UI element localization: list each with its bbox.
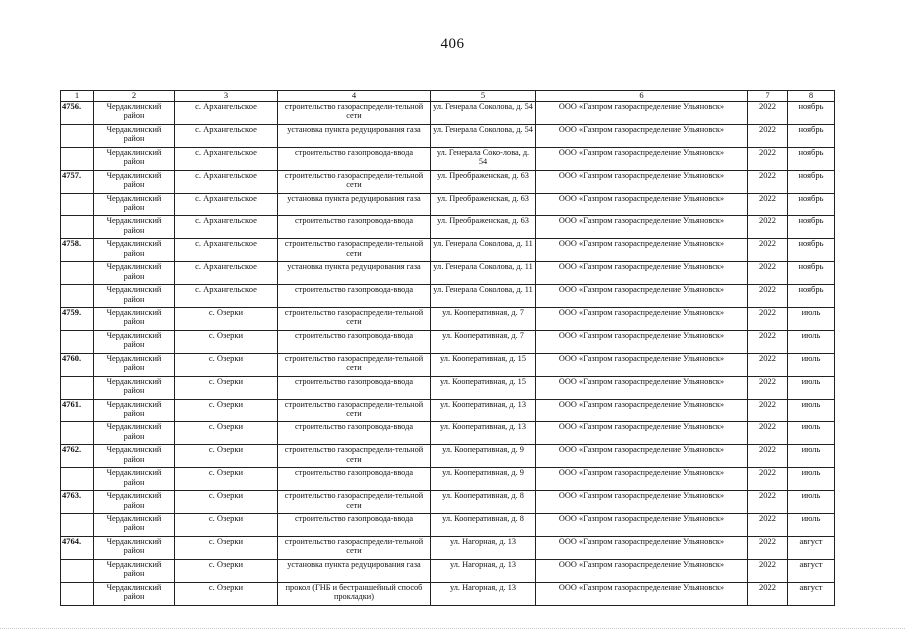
work-type-cell: прокол (ГНБ и бестраншейный способ прокладки)	[278, 582, 431, 605]
work-type-cell: строительство газораспредели-тельной сети	[278, 491, 431, 514]
month-cell: август	[788, 559, 835, 582]
work-type-cell: строительство газопровода-ввода	[278, 422, 431, 445]
locality-cell: с. Архангельское	[175, 170, 278, 193]
year-cell: 2022	[748, 147, 788, 170]
month-cell: ноябрь	[788, 147, 835, 170]
address-cell: ул. Кооперативная, д. 7	[431, 308, 536, 331]
column-header: 5	[431, 91, 536, 102]
address-cell: ул. Кооперативная, д. 15	[431, 376, 536, 399]
row-number	[61, 285, 94, 308]
district-cell: Чердаклинский район	[94, 582, 175, 605]
address-cell: ул. Кооперативная, д. 9	[431, 445, 536, 468]
row-number: 4758.	[61, 239, 94, 262]
year-cell: 2022	[748, 262, 788, 285]
table-row	[61, 445, 835, 468]
district-cell: Чердаклинский район	[94, 422, 175, 445]
row-number: 4757.	[61, 170, 94, 193]
year-cell: 2022	[748, 353, 788, 376]
district-cell: Чердаклинский район	[94, 262, 175, 285]
locality-cell: с. Озерки	[175, 422, 278, 445]
locality-cell: с. Архангельское	[175, 124, 278, 147]
month-cell: июль	[788, 353, 835, 376]
district-cell: Чердаклинский район	[94, 216, 175, 239]
locality-cell: с. Озерки	[175, 308, 278, 331]
organization-cell: ООО «Газпром газораспределение Ульяновск»	[536, 330, 748, 353]
row-number	[61, 147, 94, 170]
organization-cell: ООО «Газпром газораспределение Ульяновск»	[536, 468, 748, 491]
table-row	[61, 285, 835, 308]
locality-cell: с. Озерки	[175, 330, 278, 353]
month-cell: ноябрь	[788, 216, 835, 239]
table-row	[61, 399, 835, 422]
table-row	[61, 353, 835, 376]
address-cell: ул. Нагорная, д. 13	[431, 536, 536, 559]
year-cell: 2022	[748, 193, 788, 216]
year-cell: 2022	[748, 330, 788, 353]
month-cell: июль	[788, 491, 835, 514]
work-type-cell: строительство газораспредели-тельной сети	[278, 239, 431, 262]
organization-cell: ООО «Газпром газораспределение Ульяновск»	[536, 376, 748, 399]
month-cell: ноябрь	[788, 170, 835, 193]
column-header: 6	[536, 91, 748, 102]
locality-cell: с. Озерки	[175, 399, 278, 422]
table-row	[61, 536, 835, 559]
table-row	[61, 216, 835, 239]
month-cell: ноябрь	[788, 285, 835, 308]
district-cell: Чердаклинский район	[94, 170, 175, 193]
year-cell: 2022	[748, 445, 788, 468]
district-cell: Чердаклинский район	[94, 124, 175, 147]
row-number: 4761.	[61, 399, 94, 422]
address-cell: ул. Кооперативная, д. 13	[431, 399, 536, 422]
locality-cell: с. Озерки	[175, 559, 278, 582]
address-cell: ул. Кооперативная, д. 7	[431, 330, 536, 353]
row-number	[61, 582, 94, 605]
page-number: 406	[440, 36, 465, 52]
work-type-cell: строительство газопровода-ввода	[278, 285, 431, 308]
table-row	[61, 193, 835, 216]
table-row	[61, 147, 835, 170]
year-cell: 2022	[748, 399, 788, 422]
column-header: 2	[94, 91, 175, 102]
locality-cell: с. Архангельское	[175, 147, 278, 170]
address-cell: ул. Нагорная, д. 13	[431, 582, 536, 605]
month-cell: август	[788, 536, 835, 559]
address-cell: ул. Кооперативная, д. 8	[431, 491, 536, 514]
address-cell: ул. Генерала Соколова, д. 54	[431, 124, 536, 147]
organization-cell: ООО «Газпром газораспределение Ульяновск»	[536, 445, 748, 468]
year-cell: 2022	[748, 124, 788, 147]
row-number	[61, 124, 94, 147]
year-cell: 2022	[748, 559, 788, 582]
year-cell: 2022	[748, 491, 788, 514]
year-cell: 2022	[748, 216, 788, 239]
locality-cell: с. Озерки	[175, 514, 278, 537]
row-number	[61, 216, 94, 239]
year-cell: 2022	[748, 285, 788, 308]
locality-cell: с. Озерки	[175, 491, 278, 514]
table-row	[61, 330, 835, 353]
table-body	[61, 102, 835, 606]
address-cell: ул. Кооперативная, д. 9	[431, 468, 536, 491]
address-cell: ул. Кооперативная, д. 15	[431, 353, 536, 376]
district-cell: Чердаклинский район	[94, 559, 175, 582]
organization-cell: ООО «Газпром газораспределение Ульяновск»	[536, 308, 748, 331]
row-number	[61, 193, 94, 216]
work-type-cell: строительство газопровода-ввода	[278, 147, 431, 170]
district-cell: Чердаклинский район	[94, 468, 175, 491]
table-row	[61, 239, 835, 262]
locality-cell: с. Озерки	[175, 468, 278, 491]
table-row	[61, 491, 835, 514]
year-cell: 2022	[748, 422, 788, 445]
organization-cell: ООО «Газпром газораспределение Ульяновск»	[536, 239, 748, 262]
district-cell: Чердаклинский район	[94, 330, 175, 353]
district-cell: Чердаклинский район	[94, 147, 175, 170]
address-cell: ул. Кооперативная, д. 8	[431, 514, 536, 537]
work-type-cell: строительство газопровода-ввода	[278, 330, 431, 353]
month-cell: июль	[788, 445, 835, 468]
organization-cell: ООО «Газпром газораспределение Ульяновск»	[536, 536, 748, 559]
district-cell: Чердаклинский район	[94, 308, 175, 331]
district-cell: Чердаклинский район	[94, 445, 175, 468]
address-cell: ул. Преображенская, д. 63	[431, 216, 536, 239]
month-cell: июль	[788, 422, 835, 445]
year-cell: 2022	[748, 102, 788, 125]
work-type-cell: строительство газораспредели-тельной сети	[278, 102, 431, 125]
organization-cell: ООО «Газпром газораспределение Ульяновск»	[536, 124, 748, 147]
address-cell: ул. Кооперативная, д. 13	[431, 422, 536, 445]
row-number	[61, 262, 94, 285]
row-number	[61, 468, 94, 491]
locality-cell: с. Озерки	[175, 376, 278, 399]
district-cell: Чердаклинский район	[94, 514, 175, 537]
organization-cell: ООО «Газпром газораспределение Ульяновск»	[536, 147, 748, 170]
table-row	[61, 582, 835, 605]
organization-cell: ООО «Газпром газораспределение Ульяновск»	[536, 491, 748, 514]
work-type-cell: строительство газораспредели-тельной сети	[278, 399, 431, 422]
work-type-cell: строительство газопровода-ввода	[278, 216, 431, 239]
locality-cell: с. Озерки	[175, 536, 278, 559]
district-cell: Чердаклинский район	[94, 285, 175, 308]
locality-cell: с. Архангельское	[175, 285, 278, 308]
year-cell: 2022	[748, 170, 788, 193]
work-type-cell: установка пункта редуцирования газа	[278, 559, 431, 582]
address-cell: ул. Генерала Соколова, д. 11	[431, 285, 536, 308]
work-type-cell: строительство газораспредели-тельной сети	[278, 170, 431, 193]
organization-cell: ООО «Газпром газораспределение Ульяновск»	[536, 216, 748, 239]
row-number	[61, 514, 94, 537]
month-cell: июль	[788, 376, 835, 399]
table-row	[61, 468, 835, 491]
table-row	[61, 308, 835, 331]
work-type-cell: строительство газораспредели-тельной сети	[278, 308, 431, 331]
locality-cell: с. Архангельское	[175, 216, 278, 239]
table-row	[61, 124, 835, 147]
work-type-cell: строительство газораспредели-тельной сети	[278, 445, 431, 468]
scan-artifact-line	[0, 628, 905, 630]
month-cell: июль	[788, 468, 835, 491]
locality-cell: с. Архангельское	[175, 193, 278, 216]
year-cell: 2022	[748, 514, 788, 537]
locality-cell: с. Архангельское	[175, 102, 278, 125]
table-row	[61, 102, 835, 125]
district-cell: Чердаклинский район	[94, 193, 175, 216]
registry-table	[60, 90, 835, 606]
work-type-cell: строительство газораспредели-тельной сети	[278, 536, 431, 559]
work-type-cell: строительство газораспредели-тельной сети	[278, 353, 431, 376]
district-cell: Чердаклинский район	[94, 491, 175, 514]
row-number	[61, 422, 94, 445]
column-header: 3	[175, 91, 278, 102]
year-cell: 2022	[748, 582, 788, 605]
organization-cell: ООО «Газпром газораспределение Ульяновск»	[536, 399, 748, 422]
table-row	[61, 514, 835, 537]
organization-cell: ООО «Газпром газораспределение Ульяновск»	[536, 559, 748, 582]
month-cell: июль	[788, 514, 835, 537]
work-type-cell: строительство газопровода-ввода	[278, 376, 431, 399]
column-header: 7	[748, 91, 788, 102]
row-number	[61, 559, 94, 582]
district-cell: Чердаклинский район	[94, 399, 175, 422]
month-cell: июль	[788, 308, 835, 331]
address-cell: ул. Преображенская, д. 63	[431, 193, 536, 216]
month-cell: август	[788, 582, 835, 605]
column-header: 8	[788, 91, 835, 102]
locality-cell: с. Озерки	[175, 445, 278, 468]
year-cell: 2022	[748, 239, 788, 262]
district-cell: Чердаклинский район	[94, 102, 175, 125]
locality-cell: с. Озерки	[175, 353, 278, 376]
year-cell: 2022	[748, 468, 788, 491]
year-cell: 2022	[748, 308, 788, 331]
address-cell: ул. Преображенская, д. 63	[431, 170, 536, 193]
header-row	[61, 91, 835, 102]
month-cell: июль	[788, 330, 835, 353]
month-cell: ноябрь	[788, 102, 835, 125]
table-row	[61, 559, 835, 582]
row-number: 4759.	[61, 308, 94, 331]
organization-cell: ООО «Газпром газораспределение Ульяновск»	[536, 262, 748, 285]
month-cell: ноябрь	[788, 239, 835, 262]
district-cell: Чердаклинский район	[94, 353, 175, 376]
table-row	[61, 262, 835, 285]
address-cell: ул. Генерала Соколова, д. 11	[431, 239, 536, 262]
year-cell: 2022	[748, 536, 788, 559]
address-cell: ул. Генерала Соколова, д. 54	[431, 102, 536, 125]
month-cell: ноябрь	[788, 124, 835, 147]
organization-cell: ООО «Газпром газораспределение Ульяновск»	[536, 285, 748, 308]
organization-cell: ООО «Газпром газораспределение Ульяновск»	[536, 582, 748, 605]
month-cell: ноябрь	[788, 193, 835, 216]
address-cell: ул. Генерала Соколова, д. 11	[431, 262, 536, 285]
organization-cell: ООО «Газпром газораспределение Ульяновск»	[536, 514, 748, 537]
row-number: 4763.	[61, 491, 94, 514]
column-header: 4	[278, 91, 431, 102]
month-cell: ноябрь	[788, 262, 835, 285]
work-type-cell: установка пункта редуцирования газа	[278, 193, 431, 216]
organization-cell: ООО «Газпром газораспределение Ульяновск»	[536, 193, 748, 216]
locality-cell: с. Архангельское	[175, 262, 278, 285]
district-cell: Чердаклинский район	[94, 239, 175, 262]
work-type-cell: строительство газопровода-ввода	[278, 468, 431, 491]
work-type-cell: установка пункта редуцирования газа	[278, 262, 431, 285]
work-type-cell: строительство газопровода-ввода	[278, 514, 431, 537]
row-number	[61, 330, 94, 353]
locality-cell: с. Архангельское	[175, 239, 278, 262]
table-row	[61, 376, 835, 399]
organization-cell: ООО «Газпром газораспределение Ульяновск»	[536, 422, 748, 445]
year-cell: 2022	[748, 376, 788, 399]
row-number: 4756.	[61, 102, 94, 125]
organization-cell: ООО «Газпром газораспределение Ульяновск»	[536, 353, 748, 376]
address-cell: ул. Нагорная, д. 13	[431, 559, 536, 582]
table-row	[61, 170, 835, 193]
work-type-cell: установка пункта редуцирования газа	[278, 124, 431, 147]
row-number: 4762.	[61, 445, 94, 468]
column-header: 1	[61, 91, 94, 102]
month-cell: июль	[788, 399, 835, 422]
row-number: 4760.	[61, 353, 94, 376]
table-row	[61, 422, 835, 445]
address-cell: ул. Генерала Соко-лова, д. 54	[431, 147, 536, 170]
row-number	[61, 376, 94, 399]
row-number: 4764.	[61, 536, 94, 559]
district-cell: Чердаклинский район	[94, 536, 175, 559]
locality-cell: с. Озерки	[175, 582, 278, 605]
organization-cell: ООО «Газпром газораспределение Ульяновск»	[536, 102, 748, 125]
district-cell: Чердаклинский район	[94, 376, 175, 399]
organization-cell: ООО «Газпром газораспределение Ульяновск»	[536, 170, 748, 193]
